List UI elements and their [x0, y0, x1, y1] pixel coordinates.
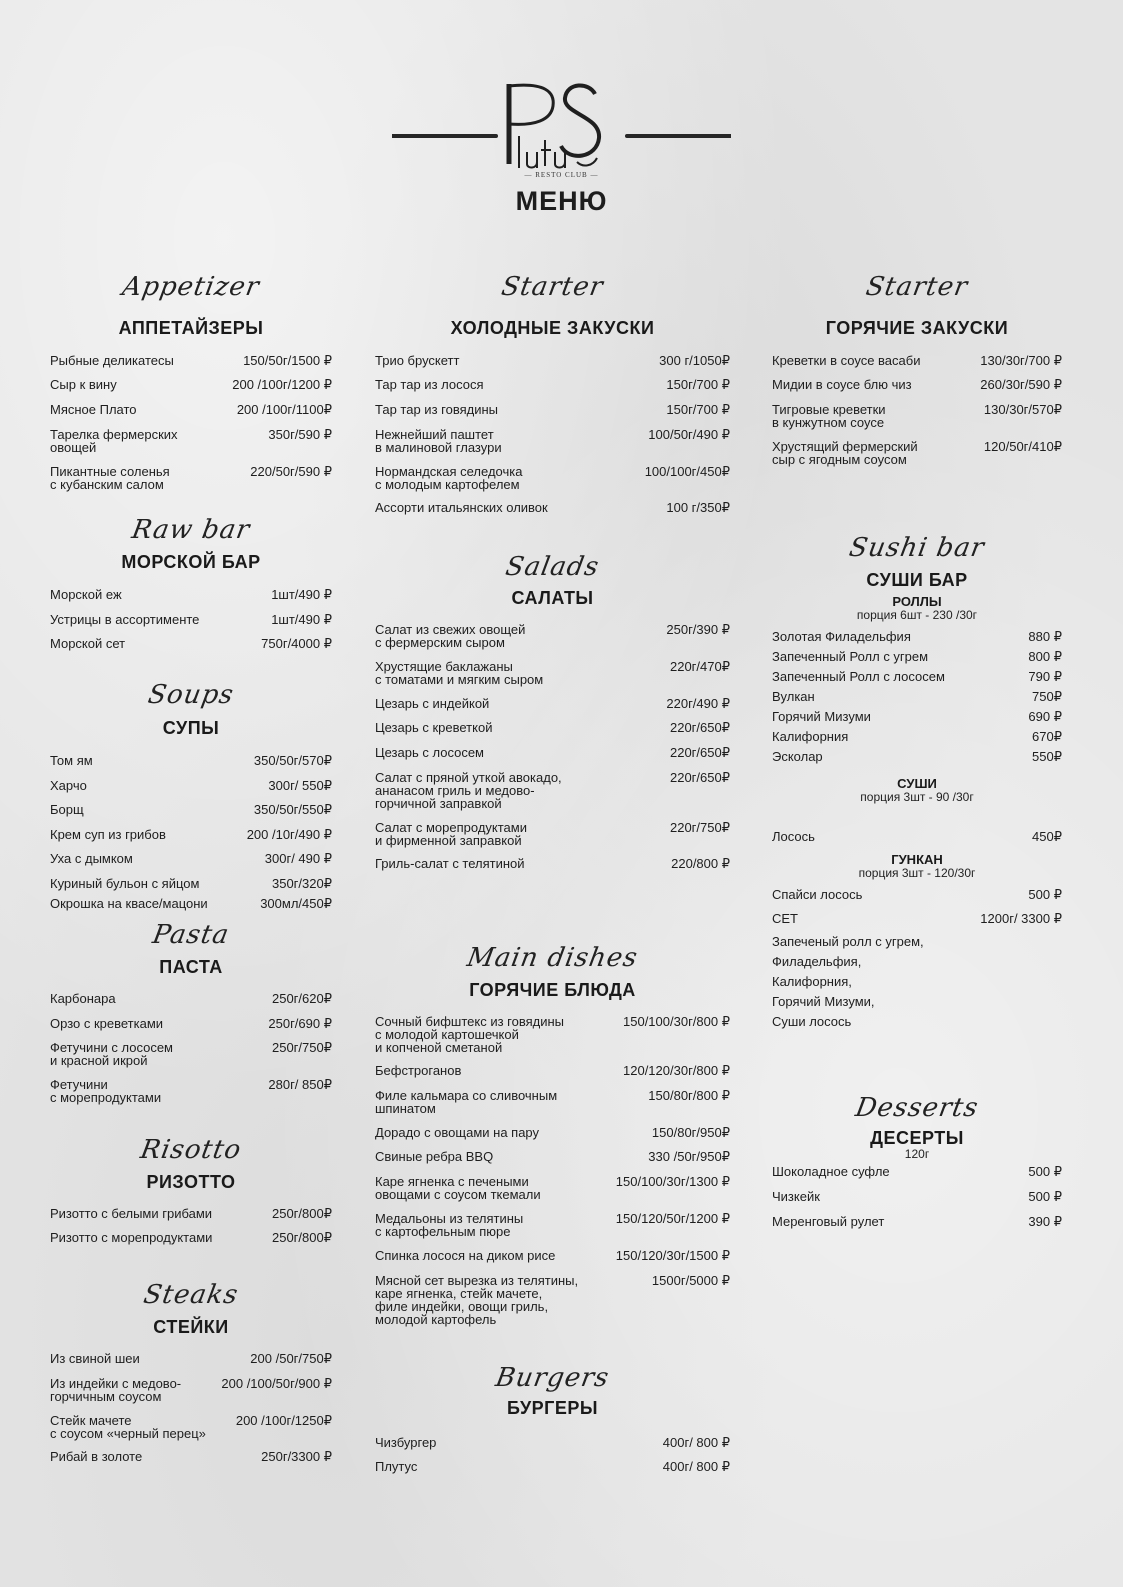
section-title: ПАСТА — [159, 957, 223, 977]
plutus-logo — [497, 76, 627, 176]
logo-line-right — [625, 134, 731, 138]
section-title: РИЗОТТО — [146, 1172, 236, 1192]
section-title: СУПЫ — [162, 718, 220, 738]
script-heading: Burgers — [493, 1363, 612, 1393]
set-line: Запеченый ролл с угрем, — [772, 934, 924, 949]
set-line: Филадельфия, — [772, 954, 862, 969]
rolls-note: порция 6шт - 230 /30г — [856, 608, 978, 622]
gunkan-note: порция 3шт - 120/30г — [858, 866, 976, 880]
logo-subtitle: — RESTO CLUB — — [524, 171, 599, 179]
set-line: Суши лосось — [772, 1014, 852, 1029]
page-title: МЕНЮ — [515, 186, 608, 216]
sushi-title: СУШИ — [897, 776, 937, 791]
section-title: МОРСКОЙ БАР — [121, 552, 261, 572]
section-title: БУРГЕРЫ — [506, 1398, 599, 1418]
sushi-note: порция 3шт - 90 /30г — [860, 790, 974, 804]
menu-header — [0, 70, 1123, 220]
script-heading: Appetizer — [119, 272, 263, 302]
script-heading: Risotto — [138, 1135, 244, 1165]
set-line: Калифорния, — [772, 974, 852, 989]
section-title: СУШИ БАР — [866, 570, 968, 590]
logo-line-left — [392, 134, 498, 138]
script-heading: Starter — [499, 272, 606, 302]
script-heading: Starter — [863, 272, 971, 302]
section-title: ГОРЯЧИЕ ЗАКУСКИ — [825, 318, 1009, 338]
script-heading: Raw bar — [129, 515, 253, 545]
section-title: АППЕТАЙЗЕРЫ — [118, 318, 264, 338]
gunkan-title: ГУНКАН — [891, 852, 943, 867]
script-heading: Pasta — [150, 920, 232, 950]
script-heading: Soups — [145, 680, 237, 710]
script-heading: Steaks — [141, 1280, 241, 1310]
section-title: ДЕСЕРТЫ — [870, 1128, 964, 1148]
script-heading: Desserts — [853, 1093, 981, 1123]
section-title: САЛАТЫ — [511, 588, 594, 608]
section-title: СТЕЙКИ — [153, 1317, 229, 1337]
set-line: Горячий Мизуми, — [772, 994, 875, 1009]
script-heading: Main dishes — [464, 943, 641, 973]
section-title: ГОРЯЧИЕ БЛЮДА — [469, 980, 636, 1000]
script-heading: Salads — [503, 552, 602, 582]
rolls-title: РОЛЛЫ — [892, 594, 942, 609]
section-title: ХОЛОДНЫЕ ЗАКУСКИ — [450, 318, 655, 338]
script-heading: Sushi bar — [846, 533, 988, 563]
desserts-note: 120г — [904, 1147, 930, 1161]
